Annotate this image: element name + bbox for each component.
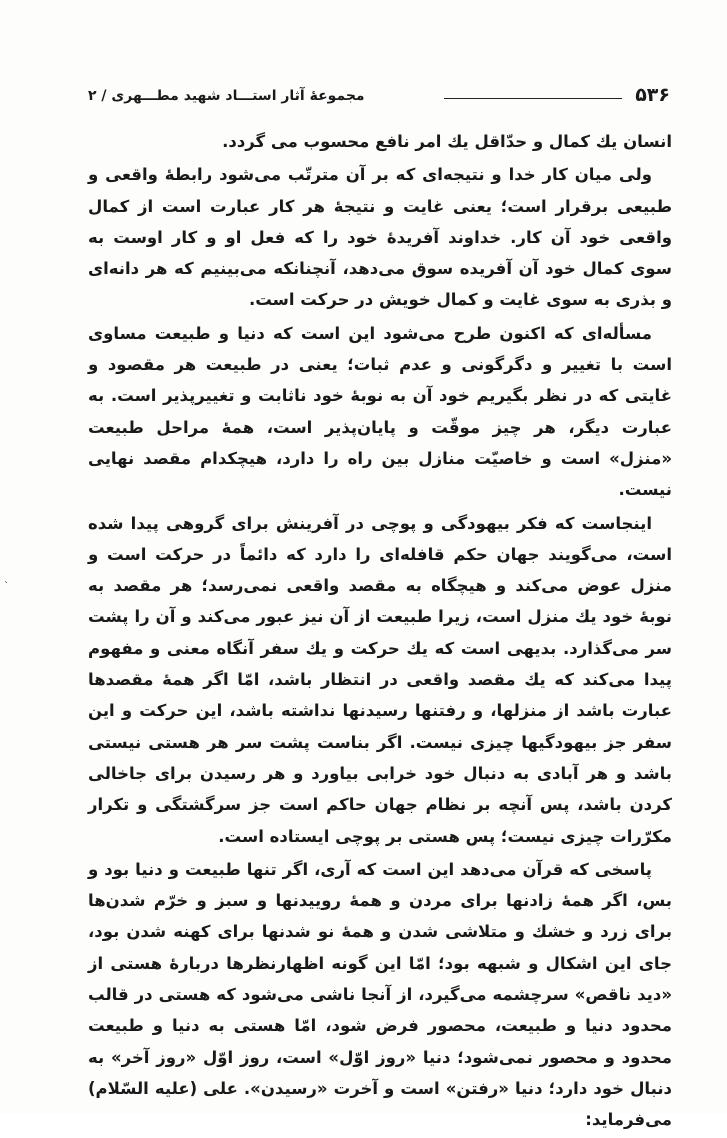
paragraph: انسان یك كمال و حدّاقل یك امر نافع محسوب می گردد.: [222, 132, 672, 151]
margin-mark: `: [4, 581, 9, 592]
header-rule: [444, 98, 622, 99]
body-text: [88, 126, 672, 1138]
page-header: [88, 84, 670, 108]
page-number: ۵۳۶: [635, 84, 670, 106]
paragraph: ولی میان كار خدا و نتیجه‌ای كه بر آن مترتّب می‌شود رابطهٔ واقعی و طبیعی برقرار است؛ یعنی غایت و نتیجهٔ هر كار عبارت است از كمال واقعی خود آن كار. خداوند آفریدهٔ خود را كه فعل او و كار اوست به سوی كمال خود آن آفریده سوق می‌دهد، آنچنانكه می‌بینیم كه هر دانه‌ای و بذری به سوی غایت و كمال خویش در حركت است.: [88, 165, 672, 310]
paragraph: اینجاست كه فكر بیهودگی و پوچی در آفرینش برای گروهی پیدا شده است، می‌گویند جهان حكم قافله‌ای را دارد كه دائماً در حركت است و منزل عوض می‌كند و هیچگاه به مقصد واقعی نمی‌رسد؛ هر مقصد به نوبهٔ خود یك منزل است، زیرا طبیعت از آن نیز عبور می‌كند و آن را پشت سر می‌گذارد. بدیهی است كه یك حركت و یك سفر آنگاه معنی و مفهوم پیدا می‌كند كه یك مقصد واقعی در انتظار باشد، امّا اگر همهٔ مقصدها عبارت باشد از منزلها، و رفتنها رسیدنها نداشته باشد، این حركت و این سفر جز بیهودگیها چیزی نیست. اگر بناست پشت سر هر هستی نیستی باشد و هر آبادی به دنبال خود خرابی بیاورد و هر رسیدن برای جاخالی كردن باشد، پس آنچه بر نظام جهان حاكم است جز سرگشتگی و تكرار مكرّرات چیزی نیست؛ پس هستی بر پوچی ایستاده است.: [88, 513, 672, 846]
running-title: مجموعهٔ آثار استـــاد شهید مطـــهری / ۲: [88, 88, 365, 104]
paragraph: پاسخی كه قرآن می‌دهد این است كه آری، اگر تنها طبیعت و دنیا بود و بس، اگر همهٔ زادنها برای مردن و همهٔ روییدنها و سبز و خرّم شدن‌ها برای زرد و خشك و متلاشی شدن و همهٔ نو شدنها برای كهنه شدن بود، جای این اشكال و شبهه بود؛ امّا این گونه اظهارنظرها دربارهٔ هستی از «دید ناقص» سرچشمه می‌گیرد، از آنجا ناشی می‌شود كه هستی در قالب محدود دنیا و طبیعت، محصور فرض شود، امّا هستی به دنیا و طبیعت محدود و محصور نمی‌شود؛ دنیا «روز اوّل» است، روز اوّل «روز آخر» به دنبال خود دارد؛ دنیا «رفتن» است و آخرت «رسیدن». علی (علیه السّلام) می‌فرماید:: [88, 859, 672, 1130]
paragraph: مسأله‌ای كه اكنون طرح می‌شود این است كه دنیا و طبیعت مساوی است با تغییر و دگرگونی و عدم ثبات؛ یعنی در طبیعت هر مقصود و غایتی كه در نظر بگیریم خود آن به نوبهٔ خود ناثابت و تغییرپذیر است. به عبارت دیگر، هر چیز موقّت و پایان‌پذیر است، همهٔ مراحل طبیعت «منزل» است و خاصیّت منازل بین راه را دارد، هیچكدام مقصد نهایی نیست.: [88, 323, 672, 500]
